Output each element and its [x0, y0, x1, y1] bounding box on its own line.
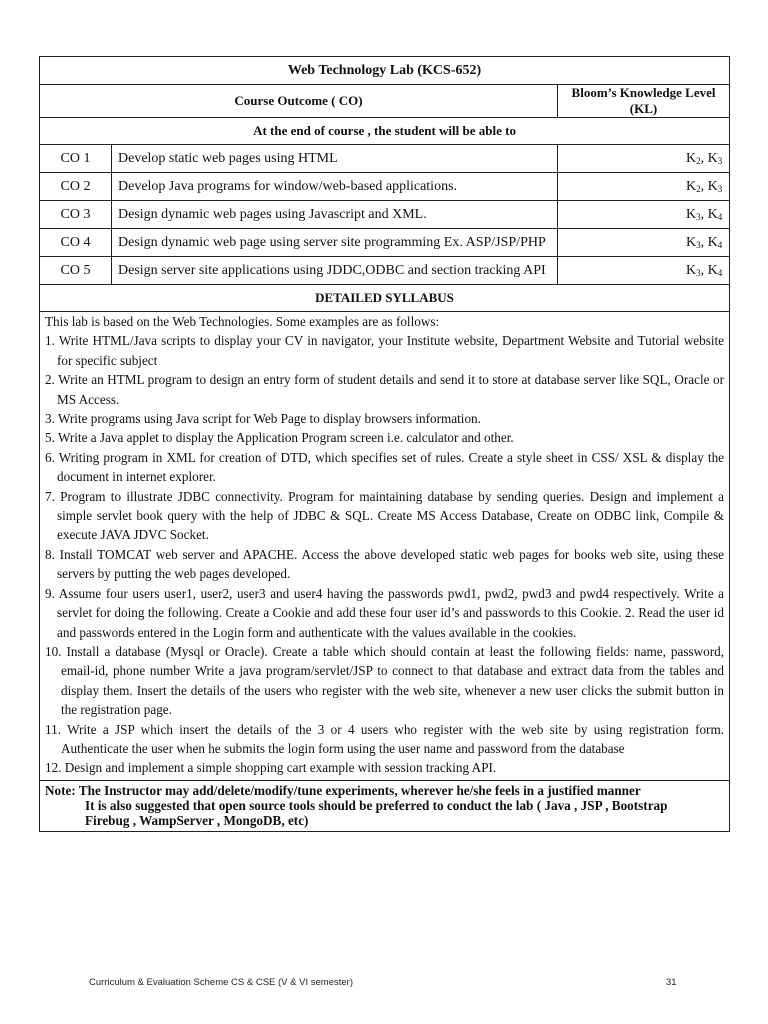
- title-row: [40, 57, 730, 85]
- experiment-item: 9. Assume four users user1, user2, user3 and user4 having the passwords pwd1, pwd2, pwd3 and pwd4 respectively. Write a servlet for doing the following. Create a Cookie and add these four user id’s and passwords to this Cookie. 2. Read the user id and passwords entered in the Login form and authenticate with the values available in the cookies.: [45, 585, 725, 640]
- co-row: [40, 173, 730, 201]
- experiment-item: 1. Write HTML/Java scripts to display your CV in navigator, your Institute website, Department Website and Tutorial website for specific subject: [45, 333, 725, 368]
- experiment-item: 10. Install a database (Mysql or Oracle). Create a table which should contain at least the following fields: name, password, email-id, phone number Write a java program/servlet/JSP to connect to that database and extract data from the tables and display them. Insert the details of the users who register with the web site, whenever a new user clicks the submit button in the registration page.: [45, 643, 725, 718]
- kl-letter: K: [686, 150, 697, 166]
- note-line: It is also suggested that open source tools should be preferred to conduct the lab ( Java , JSP , Bootstrap: [85, 797, 668, 813]
- kl-letter: K: [686, 206, 697, 222]
- course-outcome-header: Course Outcome ( CO): [40, 85, 558, 118]
- kl-subscript: 3: [717, 155, 723, 166]
- co-row: [40, 145, 730, 173]
- co-description: Design dynamic web page using server site programming Ex. ASP/JSP/PHP: [112, 229, 558, 257]
- kl-subscript: 3: [696, 239, 701, 250]
- kl-letter: K: [686, 234, 697, 250]
- syllabus-table: [39, 56, 730, 832]
- co-description: Develop static web pages using HTML: [112, 145, 558, 173]
- kl-letter: K: [707, 206, 718, 222]
- co-knowledge-level: $K_3$, $K_4$: [558, 257, 730, 285]
- co-knowledge-level: $K_3$, $K_4$: [558, 201, 730, 229]
- co-id: CO 1: [40, 145, 112, 173]
- detailed-syllabus-heading: DETAILED SYLLABUS: [40, 285, 730, 312]
- kl-subscript: 3: [696, 211, 701, 222]
- experiment-item: 5. Write a Java applet to display the Application Program screen i.e. calculator and other.: [45, 430, 514, 446]
- lab-title: Web Technology Lab (KCS-652): [40, 57, 730, 85]
- kl-subscript: 4: [717, 267, 723, 278]
- kl-subscript: 2: [696, 183, 701, 194]
- experiment-item: 8. Install TOMCAT web server and APACHE. Access the above developed static web pages for books web site, using these servers by putting the web pages developed.: [45, 546, 725, 582]
- kl-letter: K: [686, 178, 697, 194]
- experiment-item: 11. Write a JSP which insert the details of the 3 or 4 users who register with the web site by using registration form. Authenticate the user when he submits the login form using the user name and password from the database: [45, 721, 725, 756]
- co-row: [40, 201, 730, 229]
- kl-subscript: 3: [696, 267, 701, 278]
- footer-text: Curriculum & Evaluation Scheme CS & CSE (V & VI semester): [89, 977, 353, 988]
- co-id: CO 5: [40, 257, 112, 285]
- experiment-item: 7. Program to illustrate JDBC connectivity. Program for maintaining database by sending queries. Design and implement a simple servlet book query with the help of JDBC & SQL. Create MS Access Database, Create on ODBC link, Compile & execute JAVA JDVC Socket.: [45, 488, 725, 543]
- experiment-item: 6. Writing program in XML for creation of DTD, which specifies set of rules. Create a style sheet in CSS/ XSL & display the document in internet explorer.: [45, 449, 725, 485]
- blooms-level-header: Bloom’s Knowledge Level (KL): [558, 85, 730, 118]
- intro-heading: At the end of course , the student will be able to: [40, 118, 730, 145]
- header-row: [40, 85, 730, 118]
- kl-subscript: 4: [717, 239, 723, 250]
- co-knowledge-level: $K_2$, $K_3$: [558, 173, 730, 201]
- co-id: CO 2: [40, 173, 112, 201]
- co-knowledge-level: $K_3$, $K_4$: [558, 229, 730, 257]
- intro-row: [40, 118, 730, 145]
- note-line: Note: The Instructor may add/delete/modify/tune experiments, wherever he/she feels in a justified manner: [45, 782, 641, 798]
- experiment-item: 3. Write programs using Java script for Web Page to display browsers information.: [45, 411, 481, 427]
- co-row: [40, 229, 730, 257]
- syllabus-intro: This lab is based on the Web Technologies. Some examples are as follows:: [45, 314, 440, 329]
- kl-letter: K: [707, 150, 718, 166]
- kl-letter: K: [707, 234, 718, 250]
- kl-letter: K: [707, 178, 718, 194]
- syllabus-body-row: [40, 312, 730, 781]
- kl-subscript: 3: [717, 183, 723, 194]
- kl-letter: K: [686, 262, 697, 278]
- kl-letter: K: [707, 262, 718, 278]
- detailed-syllabus-row: [40, 285, 730, 312]
- co-description: Design dynamic web pages using Javascript and XML.: [112, 201, 558, 229]
- page-number: 31: [666, 977, 677, 988]
- co-knowledge-level: $K_2$, $K_3$: [558, 145, 730, 173]
- co-description: Develop Java programs for window/web-based applications.: [112, 173, 558, 201]
- co-id: CO 3: [40, 201, 112, 229]
- experiment-item: 12. Design and implement a simple shopping cart example with session tracking API.: [45, 760, 497, 776]
- co-description: Design server site applications using JDDC,ODBC and section tracking API: [112, 257, 558, 285]
- kl-subscript: 2: [696, 155, 701, 166]
- note-line: Firebug , WampServer , MongoDB, etc): [85, 812, 309, 828]
- note-row: [40, 780, 730, 831]
- note: [40, 780, 730, 831]
- syllabus-body: [40, 312, 730, 781]
- co-row: [40, 257, 730, 285]
- co-id: CO 4: [40, 229, 112, 257]
- experiment-item: 2. Write an HTML program to design an entry form of student details and send it to store at database server like SQL, Oracle or MS Access.: [45, 372, 725, 407]
- kl-subscript: 4: [717, 211, 723, 222]
